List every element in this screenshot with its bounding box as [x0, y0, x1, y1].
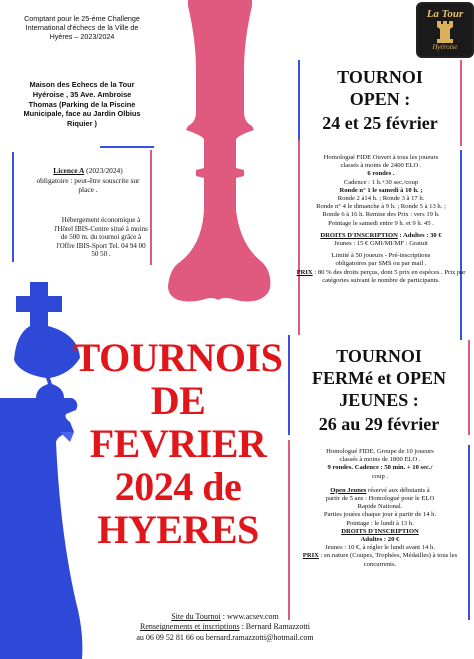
open-limit [296, 252, 466, 268]
closed-fees-label: DROITS D'INSCRIPTION [341, 527, 419, 535]
open-prize-text: : 80 % des droits perçus, dont 5 prix en espèces . Prix par catégories suivant le nombre de participants. [314, 268, 466, 284]
footer-info [100, 622, 350, 632]
closed-young-label: Open Jeunes [330, 486, 367, 494]
open-dates: 24 et 25 février [322, 113, 438, 133]
closed-young [292, 487, 468, 495]
closed-title-1: TOURNOI [336, 346, 422, 366]
open-line: Ronde n° 1 le samedi à 10 h. ; [339, 186, 423, 194]
closed-young-line: Parties jouées chaque jour à partir de 14 h. [323, 511, 437, 519]
closed-line: Homologué FIDE. Groupe de 10 joueurs [326, 448, 434, 455]
lodging-info: Hébergement économique à l'Hôtel IBIS-Centre situé à moins de 500 m. du tournoi grâce à l'Offre IBIS-Sport Tel. 04 94 00 50 50 . [54, 216, 148, 259]
closed-section [290, 345, 468, 435]
logo-line2: Hyéroise [432, 43, 458, 51]
closed-details [292, 448, 468, 569]
open-limit-line: Limité à 50 joueurs - Pré-inscriptions [331, 252, 431, 260]
closed-dates: 26 au 29 février [318, 414, 440, 434]
open-limit-line: obligatoires par SMS ou par mail . [335, 260, 427, 268]
open-line: Cadence : 1 h.+30 sec./coup [343, 178, 419, 186]
left-rule-1 [12, 152, 14, 262]
closed-young-line: réservé aux débutants à [368, 486, 430, 494]
closed-fees-adults: Adultes : 20 € [360, 536, 400, 544]
closed-prize-text: : en nature (Coupes, Trophées, Médailles) à tous les concurrents. [320, 552, 458, 568]
open-fees-label: DROITS D'INSCRIPTION [320, 231, 398, 239]
open-line: Homologué FIDE Ouvert à tous les joueurs [323, 154, 439, 161]
club-logo [416, 2, 474, 58]
venue-address: Maison des Echecs de la Tour Hyéroise , 35 Ave. Ambroise Thomas (Parking de la Piscine Municipale, face au Jardin Olbius Riquier ) [23, 80, 141, 129]
left-rule-2 [100, 146, 154, 148]
left-rule-3 [150, 150, 152, 265]
right-rule-6 [468, 340, 470, 435]
challenge-intro: Comptant pour le 25-ème Challenge International d'échecs de la Ville de Hyères – 2023/2024 [24, 14, 140, 41]
open-prizes [296, 269, 466, 285]
footer-site [100, 612, 350, 622]
closed-line: classés à moins de 1800 ELO . [339, 456, 421, 464]
open-fees-adults: : Adultes : 30 € [399, 231, 442, 239]
open-fees [296, 232, 466, 240]
closed-line: coup . [371, 472, 389, 480]
open-line: Ronde 2 à14 h. ; Ronde 3 à 17 h. [337, 195, 425, 203]
licence-season: (2023/2024) [86, 166, 123, 175]
footer-site-value[interactable]: : www.acsev.com [222, 612, 279, 621]
open-section [300, 66, 460, 134]
licence-text: obligatoire : peut-être souscrite sur place . [36, 175, 140, 194]
open-line: 6 rondes . [367, 170, 395, 178]
closed-title-2: FERMé et OPEN [312, 368, 446, 388]
open-line: Ronde n° 4 le dimanche à 9 h. ; Ronde 5 à 13 h. ; [316, 203, 446, 211]
closed-fees-young: Jeunes : 10 €, à régler le lundi avant 14 h. [325, 544, 435, 552]
footer-contact[interactable]: au 06 09 52 81 66 ou bernard.ramazzotti@hotmail.com [136, 632, 314, 642]
main-title [60, 336, 296, 551]
open-title-2: OPEN : [349, 89, 411, 109]
rook-illustration [140, 0, 300, 330]
open-prize-label: PRIX [296, 268, 313, 276]
open-details [296, 154, 466, 285]
main-title-line: HYERES [97, 507, 259, 552]
licence-label: Licence A [53, 166, 85, 175]
footer-info-value: : Bernard Ramazzotti [241, 622, 310, 632]
open-title-1: TOURNOI [337, 67, 423, 87]
tower-icon [435, 21, 455, 43]
main-title-line: 2024 de [114, 464, 242, 509]
logo-line1: La Tour [426, 8, 464, 20]
right-rule-8 [468, 445, 470, 620]
closed-prize-label: PRIX [302, 552, 319, 560]
open-fees-young: Jeunes : 15 € GMI/MI/MF : Gratuit [334, 240, 428, 248]
closed-title-3: JEUNES : [339, 390, 419, 410]
right-rule-2 [460, 60, 462, 146]
closed-young-line: Rapide National. [357, 503, 403, 511]
closed-prizes [292, 552, 468, 568]
main-title-line: DE [150, 378, 206, 423]
closed-young-line: Pointage : le lundi à 13 h. [346, 519, 414, 527]
open-line: Ronde 6 à 16 h. Remise des Prix : vers 19 h. [322, 211, 440, 219]
footer-site-label: Site du Tournoi [171, 612, 221, 621]
open-line: Pointage le samedi entre 9 h. et 9 h. 45 . [328, 219, 434, 227]
footer-info-label: Renseignements et inscriptions [140, 622, 240, 632]
main-title-line: FEVRIER [89, 421, 267, 466]
main-title-line: TOURNOIS [73, 335, 283, 380]
closed-young-line: partir de 5 ans : Homologué pour le ELO [325, 495, 435, 503]
licence-block [34, 166, 142, 195]
open-line: classés à moins de 2400 ELO . [340, 162, 422, 170]
footer [100, 612, 350, 643]
closed-line: 9 rondes. Cadence : 50 min. + 10 sec./ [327, 464, 433, 472]
